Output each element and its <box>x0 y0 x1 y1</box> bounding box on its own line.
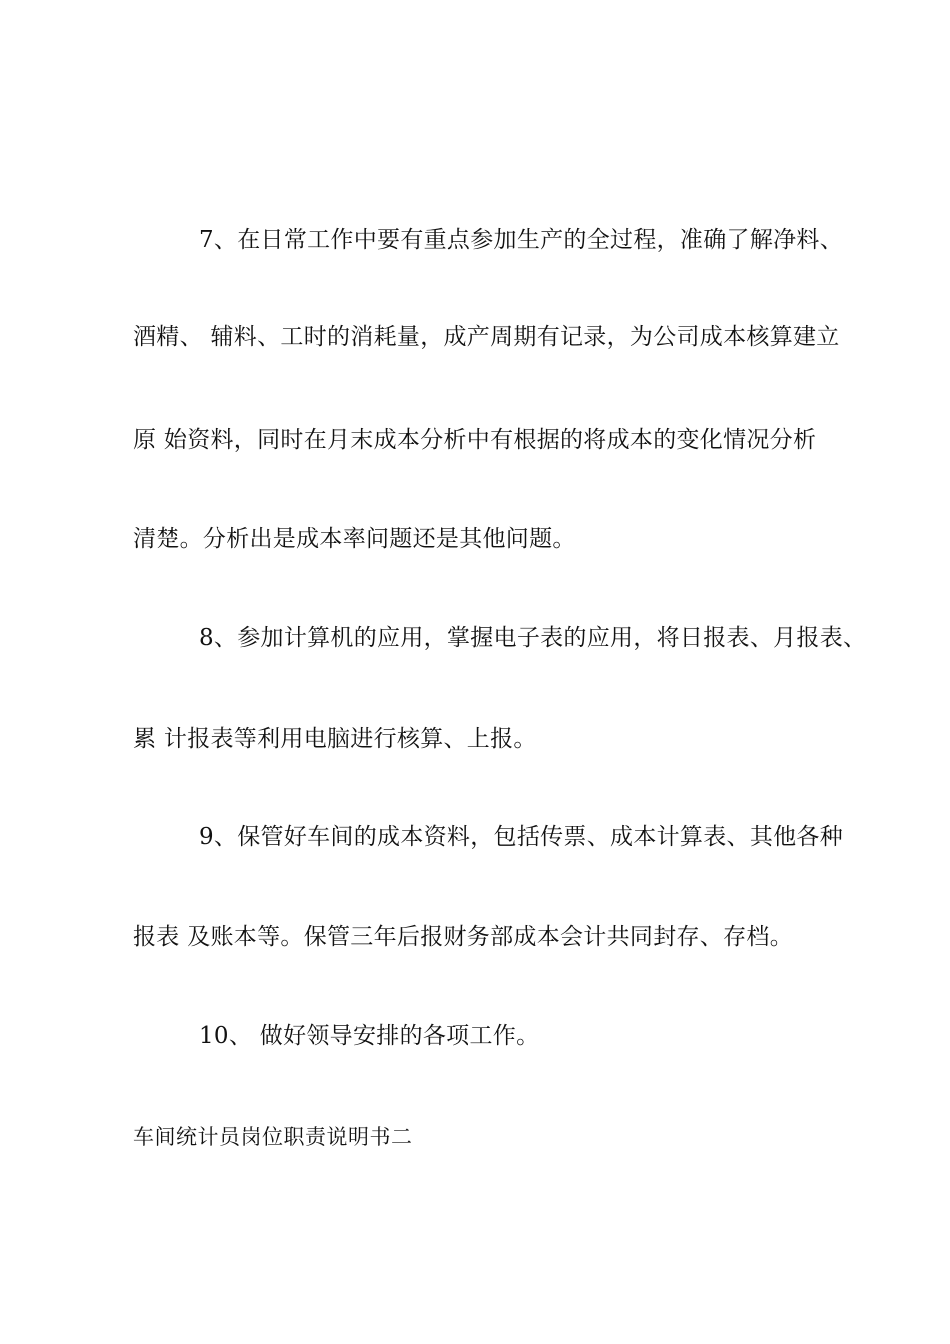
paragraph-9-line-2: 报表 及账本等。保管三年后报财务部成本会计共同封存、存档。 <box>133 924 794 950</box>
paragraph-9-line-1: 9、保管好车间的成本资料，包括传票、成本计算表、其他各种 <box>199 824 844 850</box>
section-heading: 车间统计员岗位职责说明书二 <box>133 1125 413 1149</box>
paragraph-7-line-2: 酒精、 辅料、工时的消耗量，成产周期有记录，为公司成本核算建立 <box>133 324 840 350</box>
paragraph-8-line-2: 累 计报表等利用电脑进行核算、上报。 <box>133 726 537 752</box>
paragraph-10: 10、 做好领导安排的各项工作。 <box>199 1023 540 1049</box>
paragraph-7-line-4: 清楚。分析出是成本率问题还是其他问题。 <box>133 526 576 552</box>
paragraph-8-line-1: 8、参加计算机的应用，掌握电子表的应用，将日报表、月报表、 <box>199 625 867 651</box>
paragraph-7-line-1: 7、在日常工作中要有重点参加生产的全过程，准确了解净料、 <box>199 227 844 253</box>
paragraph-7-line-3: 原 始资料，同时在月末成本分析中有根据的将成本的变化情况分析 <box>133 427 817 453</box>
